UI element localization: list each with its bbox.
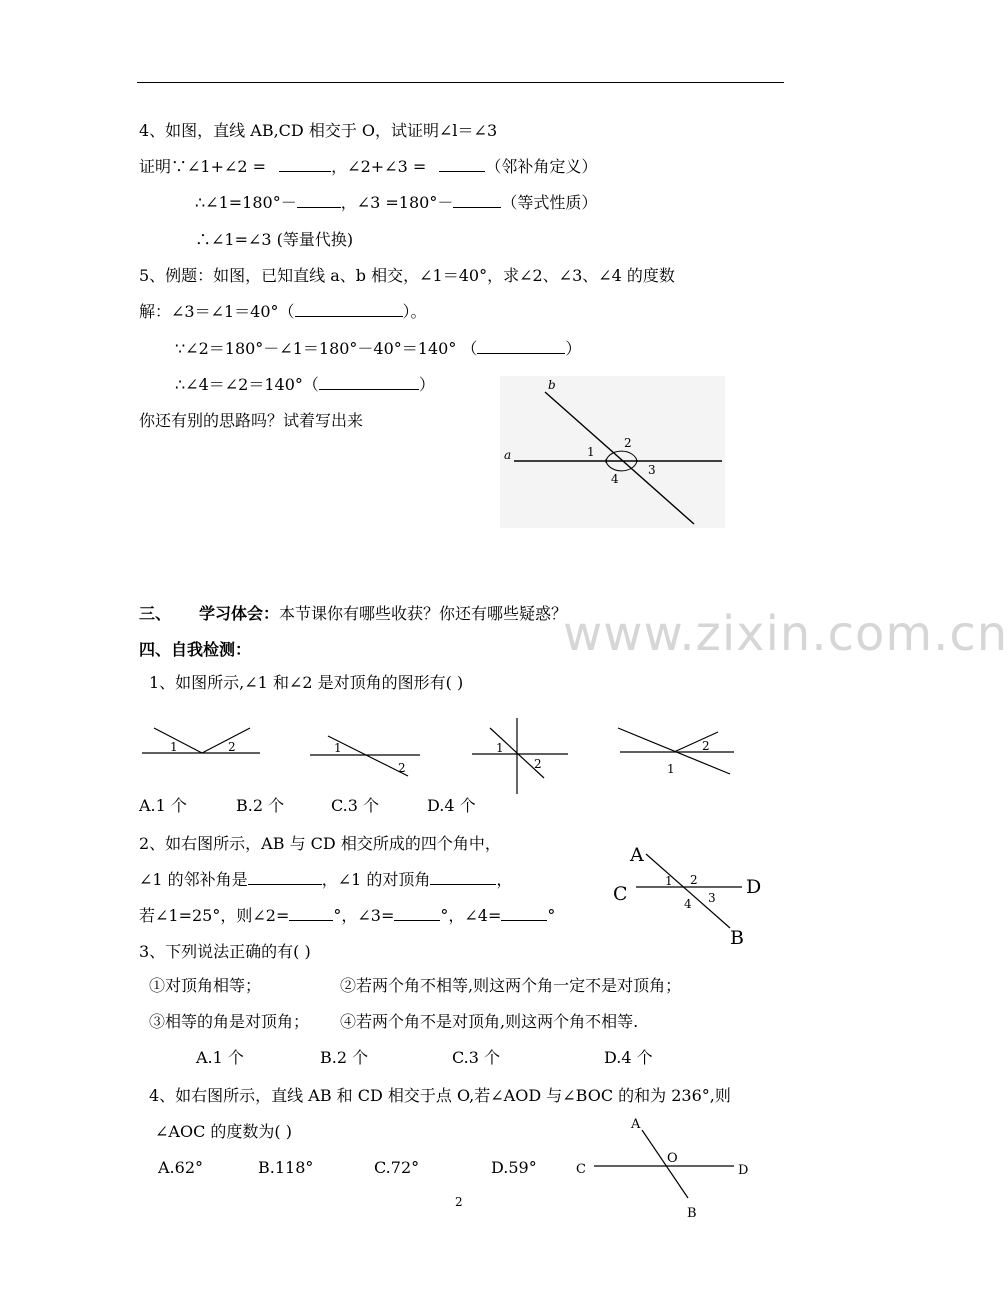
q4-line1 bbox=[139, 157, 597, 177]
q4-line3: ∴∠1=∠3 (等量代换) bbox=[195, 230, 354, 249]
q5-line2-b: ） bbox=[565, 339, 582, 358]
line-ab bbox=[642, 1130, 688, 1198]
line-ab bbox=[646, 854, 730, 928]
header-rule bbox=[137, 82, 784, 83]
t2-line2-c: ， bbox=[496, 870, 513, 889]
answer-blank[interactable] bbox=[248, 870, 322, 885]
t2-line3-c: °，∠4= bbox=[440, 906, 502, 925]
angle-2: 2 bbox=[624, 436, 632, 450]
angle-3: 3 bbox=[648, 463, 656, 477]
t3-option-c[interactable]: C.3 个 bbox=[452, 1048, 501, 1067]
angle-3: 3 bbox=[708, 891, 716, 905]
t4-option-a[interactable]: A.62° bbox=[158, 1158, 203, 1177]
t2-line1: 2、如右图所示，AB 与 CD 相交所成的四个角中， bbox=[139, 834, 501, 853]
q5-line3 bbox=[175, 375, 435, 395]
q5-title: 5、例题：如图，已知直线 a、b 相交，∠1＝40°，求∠2、∠3、∠4 的度数 bbox=[139, 266, 675, 285]
t4-option-d[interactable]: D.59° bbox=[491, 1158, 537, 1177]
label-a: a bbox=[504, 448, 512, 462]
angle-1: 1 bbox=[496, 741, 504, 755]
answer-blank[interactable] bbox=[279, 157, 331, 172]
section3-text: 本节课你有哪些收获？你还有哪些疑惑？ bbox=[279, 604, 568, 623]
t1-option-c[interactable]: C.3 个 bbox=[331, 796, 380, 815]
point-a: A bbox=[631, 1117, 641, 1132]
t2-line3-d: ° bbox=[547, 906, 556, 925]
answer-blank[interactable] bbox=[430, 870, 496, 885]
figure-line bbox=[202, 728, 250, 753]
t4-line2: ∠AOC 的度数为( ) bbox=[155, 1122, 292, 1141]
q5-figure bbox=[500, 376, 725, 528]
answer-blank[interactable] bbox=[453, 193, 501, 208]
answer-blank[interactable] bbox=[319, 375, 419, 390]
section3-title: 学习体会： bbox=[199, 604, 280, 623]
section3-label: 三、 bbox=[139, 604, 172, 623]
point-b: B bbox=[687, 1206, 697, 1221]
q4-line2-a: ∴∠1=180°－ bbox=[195, 193, 297, 212]
page-number: 2 bbox=[455, 1195, 463, 1209]
t3-s1: ①对顶角相等； bbox=[149, 976, 262, 995]
angle-1: 1 bbox=[170, 740, 178, 754]
answer-blank[interactable] bbox=[477, 339, 565, 354]
t1-figure-a bbox=[140, 718, 265, 768]
answer-blank[interactable] bbox=[439, 157, 485, 172]
t3-s2: ②若两个角不相等,则这两个角一定不是对顶角； bbox=[340, 976, 682, 995]
figure-line bbox=[154, 728, 202, 753]
t3-option-a[interactable]: A.1 个 bbox=[196, 1048, 244, 1067]
point-d: D bbox=[746, 876, 762, 898]
angle-2: 2 bbox=[398, 761, 406, 775]
q4-line2-b: ，∠3 =180°－ bbox=[340, 193, 454, 212]
q5-line2 bbox=[175, 339, 581, 359]
t2-line3-a: 若∠1=25°，则∠2= bbox=[139, 906, 290, 925]
t1-figure-c bbox=[470, 716, 570, 796]
t3-s4: ④若两个角不是对顶角,则这两个角不相等. bbox=[340, 1012, 639, 1031]
q5-line1 bbox=[139, 302, 427, 322]
q4-line2 bbox=[195, 193, 597, 213]
q4-line1-b: ，∠2+∠3 = bbox=[331, 157, 427, 176]
angle-1: 1 bbox=[667, 762, 675, 776]
q5-line3-b: ） bbox=[418, 375, 435, 394]
q4-line1-a: 证明∵∠1+∠2 = bbox=[139, 157, 267, 176]
angle-1: 1 bbox=[665, 874, 673, 888]
q5-line1-b: ）。 bbox=[402, 302, 427, 321]
t4-option-c[interactable]: C.72° bbox=[374, 1158, 420, 1177]
point-d: D bbox=[738, 1163, 749, 1178]
t2-line2-b: ，∠1 的对顶角 bbox=[321, 870, 431, 889]
t4-figure bbox=[570, 1110, 760, 1222]
t3-option-b[interactable]: B.2 个 bbox=[320, 1048, 369, 1067]
angle-4: 4 bbox=[684, 897, 692, 911]
t2-line3 bbox=[139, 906, 555, 926]
point-o: O bbox=[667, 1151, 678, 1166]
t4-line1: 4、如右图所示，直线 AB 和 CD 相交于点 O,若∠AOD 与∠BOC 的和为 236°,则 bbox=[149, 1086, 731, 1105]
q4-line2-c: （等式性质） bbox=[501, 193, 598, 212]
q4-line1-c: （邻补角定义） bbox=[485, 157, 598, 176]
point-b: B bbox=[730, 927, 744, 949]
answer-blank[interactable] bbox=[394, 906, 440, 921]
t4-option-b[interactable]: B.118° bbox=[258, 1158, 314, 1177]
t3-s3: ③相等的角是对顶角； bbox=[149, 1012, 310, 1031]
q5-line4: 你还有别的思路吗？试着写出来 bbox=[139, 411, 364, 430]
t2-line2 bbox=[139, 870, 512, 890]
point-c: C bbox=[613, 883, 628, 905]
t1-option-d[interactable]: D.4 个 bbox=[427, 796, 476, 815]
t3-question: 3、下列说法正确的有( ) bbox=[139, 942, 311, 961]
angle-4: 4 bbox=[611, 472, 619, 486]
answer-blank[interactable] bbox=[295, 302, 403, 317]
section4-title: 四、自我检测： bbox=[139, 640, 252, 659]
q5-line3-a: ∴∠4＝∠2＝140°（ bbox=[175, 375, 319, 394]
point-a: A bbox=[630, 844, 644, 866]
answer-blank[interactable] bbox=[297, 193, 341, 208]
t1-option-b[interactable]: B.2 个 bbox=[236, 796, 285, 815]
angle-2: 2 bbox=[702, 739, 710, 753]
point-c: C bbox=[576, 1162, 586, 1177]
angle-2: 2 bbox=[228, 740, 236, 754]
section3 bbox=[139, 604, 567, 624]
answer-blank[interactable] bbox=[501, 906, 547, 921]
q4-title: 4、如图，直线 AB,CD 相交于 O，试证明∠l＝∠3 bbox=[139, 121, 498, 140]
watermark: www.zixin.com.cn bbox=[563, 606, 1008, 662]
figure-line bbox=[674, 732, 718, 752]
t1-option-a[interactable]: A.1 个 bbox=[139, 796, 187, 815]
t2-line2-a: ∠1 的邻补角是 bbox=[139, 870, 248, 889]
t1-figure-b bbox=[308, 728, 423, 778]
q5-line2-a: ∵∠2＝180°－∠1＝180°－40°＝140° （ bbox=[175, 339, 478, 358]
angle-1: 1 bbox=[587, 445, 595, 459]
t2-line3-b: °，∠3= bbox=[333, 906, 395, 925]
q5-line1-a: 解：∠3＝∠1＝40°（ bbox=[139, 302, 295, 321]
t3-option-d[interactable]: D.4 个 bbox=[604, 1048, 653, 1067]
label-b: b bbox=[548, 378, 556, 392]
angle-1: 1 bbox=[334, 741, 342, 755]
angle-2: 2 bbox=[534, 757, 542, 771]
answer-blank[interactable] bbox=[289, 906, 333, 921]
t1-question: 1、如图所示,∠1 和∠2 是对顶角的图形有( ) bbox=[149, 673, 464, 692]
angle-2: 2 bbox=[690, 873, 698, 887]
t1-figure-d bbox=[614, 722, 738, 782]
t2-figure bbox=[610, 840, 790, 952]
